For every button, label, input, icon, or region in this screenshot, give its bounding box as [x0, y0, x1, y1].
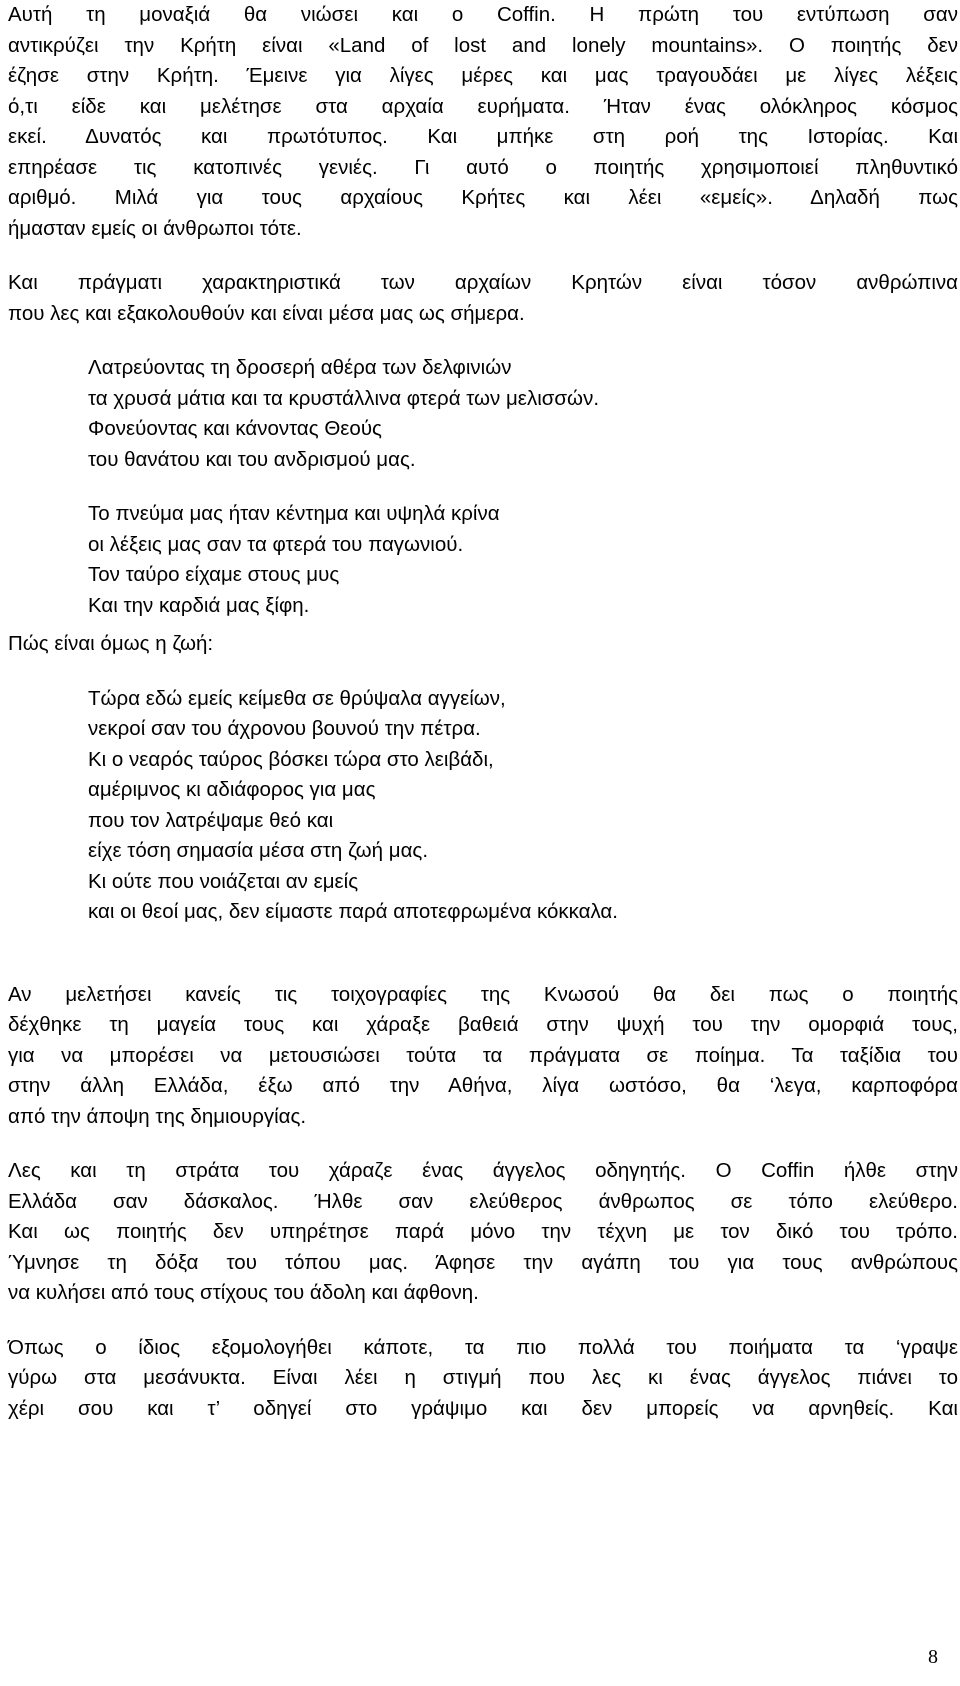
text-line: επηρέασε τις κατοπινές γενιές. Γι αυτό ο ποιητής χρησιμοποιεί πληθυντικό — [8, 155, 958, 179]
document-page — [8, 0, 958, 1424]
text-line: για να μπορέσει να μετουσιώσει τούτα τα πράγματα σε ποίημα. Τα ταξίδια του — [8, 1043, 958, 1067]
text-line: έζησε στην Κρήτη. Έμεινε για λίγες μέρες και μας τραγουδάει με λίγες λέξεις — [8, 64, 958, 87]
text-line: Αυτή τη μοναξιά θα νιώσει και ο Coffin. Η πρώτη του εντύπωση σαν — [8, 3, 958, 26]
text-line: ήμασταν εμείς οι άνθρωποι τότε. — [8, 216, 302, 240]
text-line: Πώς είναι όμως η ζωή: — [8, 632, 214, 655]
text-line: αριθμό. Μιλά για τους αρχαίους Κρήτες και λέει «εμείς». Δηλαδή πως — [8, 186, 958, 209]
poem-line: είχε τόση σημασία μέσα στη ζωή μας. — [88, 839, 429, 862]
text-line: Όπως ο ίδιος εξομολογήθει κάποτε, τα πιο πολλά του ποιήματα τα ‘γραψε — [8, 1335, 958, 1359]
poem-stanza-2 — [8, 499, 958, 621]
paragraph-1 — [8, 0, 958, 244]
text-line: Λες και τη στράτα του χάραζε ένας άγγελος οδηγητής. Ο Coffin ήλθε στην — [8, 1159, 958, 1182]
text-line: από την άποψη της δημιουργίας. — [8, 1104, 307, 1128]
poem-line: Τον ταύρο είχαμε στους μυς — [88, 563, 340, 586]
text-line: στην άλλη Ελλάδα, έξω από την Αθήνα, λίγα ωστόσο, θα ‘λεγα, καρποφόρα — [8, 1074, 958, 1097]
poem-line: Κι ο νεαρός ταύρος βόσκει τώρα στο λειβάδι, — [88, 747, 494, 771]
poem-line: νεκροί σαν του άχρονου βουνού την πέτρα. — [88, 717, 481, 740]
text-line: Αν μελετήσει κανείς τις τοιχογραφίες της Κνωσού θα δει πως ο ποιητής — [8, 982, 958, 1006]
poem-line: και οι θεοί μας, δεν είμαστε παρά αποτεφρωμένα κόκκαλα. — [88, 900, 618, 923]
text-line: Και πράγματι χαρακτηριστικά των αρχαίων Κρητών είναι τόσον ανθρώπινα — [8, 271, 958, 294]
poem-line: αμέριμνος κι αδιάφορος για μας — [88, 778, 376, 801]
text-line: ό,τι είδε και μελέτησε στα αρχαία ευρήματα. Ήταν ένας ολόκληρος κόσμος — [8, 94, 958, 118]
poem-line: Τώρα εδώ εμείς κείμεθα σε θρύψαλα αγγείων, — [88, 686, 506, 710]
poem-line: Και την καρδιά μας ξίφη. — [88, 593, 310, 617]
page-number: 8 — [928, 1646, 938, 1668]
text-line: δέχθηκε τη μαγεία τους και χάραξε βαθειά στην ψυχή του την ομορφιά τους, — [8, 1013, 958, 1036]
poem-line: που τον λατρέψαμε θεό και — [88, 808, 334, 832]
poem-line: του θανάτου και του ανδρισμού μας. — [88, 447, 416, 471]
text-line: Ύμνησε τη δόξα του τόπου μας. Άφησε την αγάπη του για τους ανθρώπους — [8, 1250, 958, 1274]
poem-line: οι λέξεις μας σαν τα φτερά του παγωνιού. — [88, 532, 464, 556]
poem-line: Κι ούτε που νοιάζεται αν εμείς — [88, 869, 359, 893]
question-line — [8, 629, 958, 660]
poem-line: Φονεύοντας και κάνοντας Θεούς — [88, 417, 382, 440]
text-line: χέρι σου και τ’ οδηγεί στο γράψιμο και δεν μπορείς να αρνηθείς. Και — [8, 1396, 958, 1420]
text-line: που λες και εξακολουθούν και είναι μέσα μας ως σήμερα. — [8, 301, 525, 325]
paragraph-5 — [8, 1333, 958, 1425]
text-line: Ελλάδα σαν δάσκαλος. Ήλθε σαν ελεύθερος άνθρωπος σε τόπο ελεύθερο. — [8, 1189, 958, 1213]
poem-line: Λατρεύοντας τη δροσερή αθέρα των δελφινιών — [88, 356, 512, 379]
poem-stanza-3 — [8, 684, 958, 928]
text-line: γύρω στα μεσάνυκτα. Είναι λέει η στιγμή που λες κι ένας άγγελος πιάνει το — [8, 1366, 958, 1389]
text-line: αντικρύζει την Κρήτη είναι «Land of lost and lonely mountains». Ο ποιητής δεν — [8, 33, 958, 57]
paragraph-3 — [8, 980, 958, 1133]
poem-line: τα χρυσά μάτια και τα κρυστάλλινα φτερά των μελισσών. — [88, 386, 600, 410]
text-line: εκεί. Δυνατός και πρωτότυπος. Και μπήκε στη ροή της Ιστορίας. Και — [8, 125, 958, 148]
poem-line: Το πνεύμα μας ήταν κέντημα και υψηλά κρίνα — [88, 502, 500, 525]
text-line: να κυλήσει από τους στίχους του άδολη και άφθονη. — [8, 1281, 479, 1304]
poem-stanza-1 — [8, 353, 958, 475]
text-line: Και ως ποιητής δεν υπηρέτησε παρά μόνο την τέχνη με τον δικό του τρόπο. — [8, 1220, 958, 1243]
paragraph-2 — [8, 268, 958, 329]
paragraph-4 — [8, 1156, 958, 1309]
